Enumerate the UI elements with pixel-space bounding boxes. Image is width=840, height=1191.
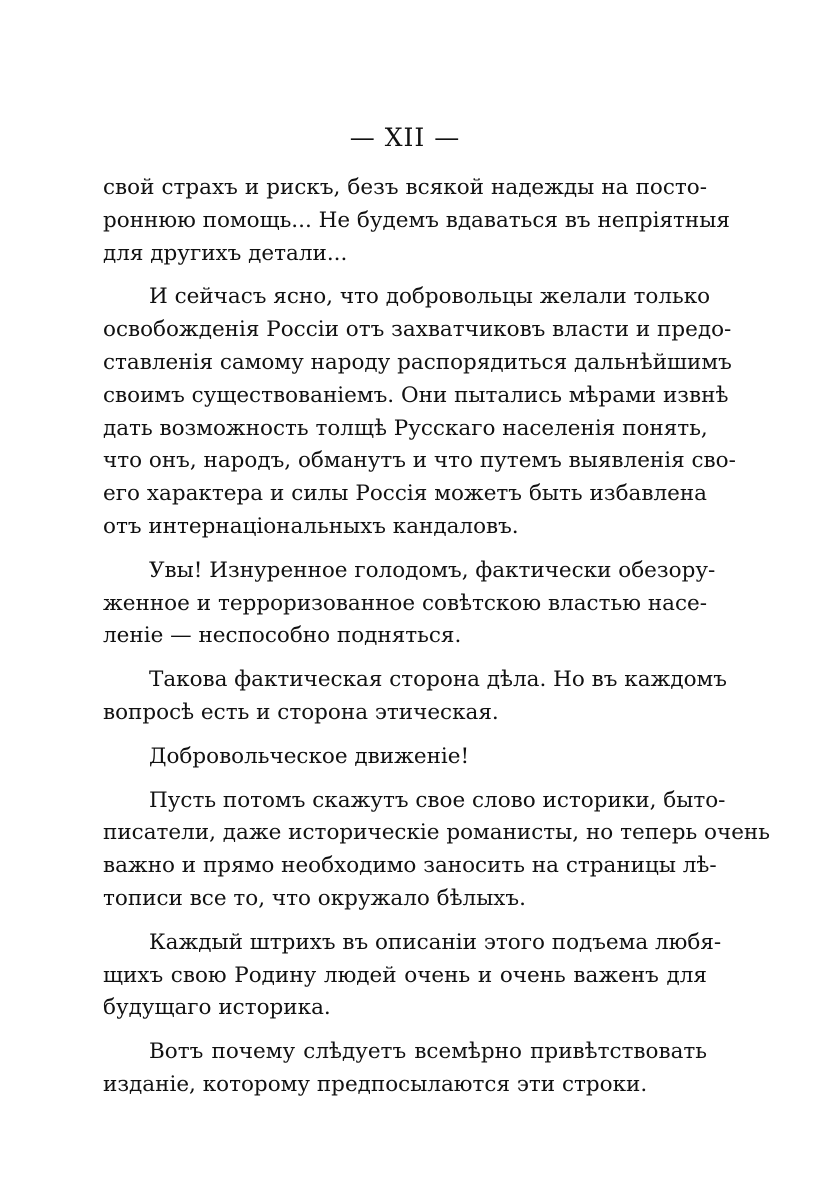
text-line: изданіе, которому предпосылаются эти строки. xyxy=(103,1071,648,1097)
paragraph xyxy=(103,281,736,543)
text-line: И сейчасъ ясно, что добровольцы желали только xyxy=(149,284,711,310)
text-line: тописи все то, что окружало бѣлыхъ. xyxy=(103,885,526,911)
text-line: Такова фактическая сторона дѣла. Но въ каждомъ xyxy=(149,667,727,693)
text-line: Увы! Изнуренное голодомъ, фактически обезору- xyxy=(149,557,716,583)
paragraph xyxy=(103,927,722,1025)
text-line: Пусть потомъ скажутъ свое слово историки, быто- xyxy=(149,787,726,813)
paragraph xyxy=(103,785,770,916)
page-number: — XII — xyxy=(349,123,461,152)
text-line: будущаго историка. xyxy=(103,995,331,1021)
text-line: его характера и силы Россія можетъ быть избавлена xyxy=(103,481,707,507)
text-line: свой страхъ и рискъ, безъ всякой надежды на посто- xyxy=(103,175,707,200)
text-line: для другихъ детали... xyxy=(103,240,348,266)
paragraph xyxy=(103,741,707,774)
text-line: писатели, даже историческіе романисты, но теперь очень xyxy=(103,820,770,846)
paragraph xyxy=(103,1036,707,1102)
body-text xyxy=(103,172,770,1113)
text-line: что онъ, народъ, обманутъ и что путемъ выявленія сво- xyxy=(103,448,736,474)
text-line: своимъ существованіемъ. Они пытались мѣрами извнѣ xyxy=(103,382,729,408)
text-line: дать возможность толщѣ Русскаго населенія понять, xyxy=(103,415,708,441)
text-line: Вотъ почему слѣдуетъ всемѣрно привѣтствовать xyxy=(149,1039,707,1065)
text-line: ставленія самому народу распорядиться дальнѣйшимъ xyxy=(103,349,732,375)
paragraph xyxy=(103,555,716,653)
paragraph xyxy=(103,664,727,730)
text-line: отъ интернаціональныхъ кандаловъ. xyxy=(103,513,519,539)
text-line: Каждый штрихъ въ описаніи этого подъема любя- xyxy=(149,929,722,955)
text-line: вопросѣ есть и сторона этическая. xyxy=(103,699,499,725)
paragraph xyxy=(103,172,730,270)
text-line: Добровольческое движеніе! xyxy=(149,743,470,769)
text-line: роннюю помощь... Не будемъ вдаваться въ непріятныя xyxy=(103,207,730,233)
text-line: леніе — неспособно подняться. xyxy=(103,623,462,649)
text-line: женное и терроризованное совѣтскою властью насе- xyxy=(103,590,707,616)
text-line: освобожденія Россіи отъ захватчиковъ власти и предо- xyxy=(103,317,732,343)
text-line: щихъ свою Родину людей очень и очень важенъ для xyxy=(103,962,707,988)
text-line: важно и прямо необходимо заносить на страницы лѣ- xyxy=(103,853,717,879)
